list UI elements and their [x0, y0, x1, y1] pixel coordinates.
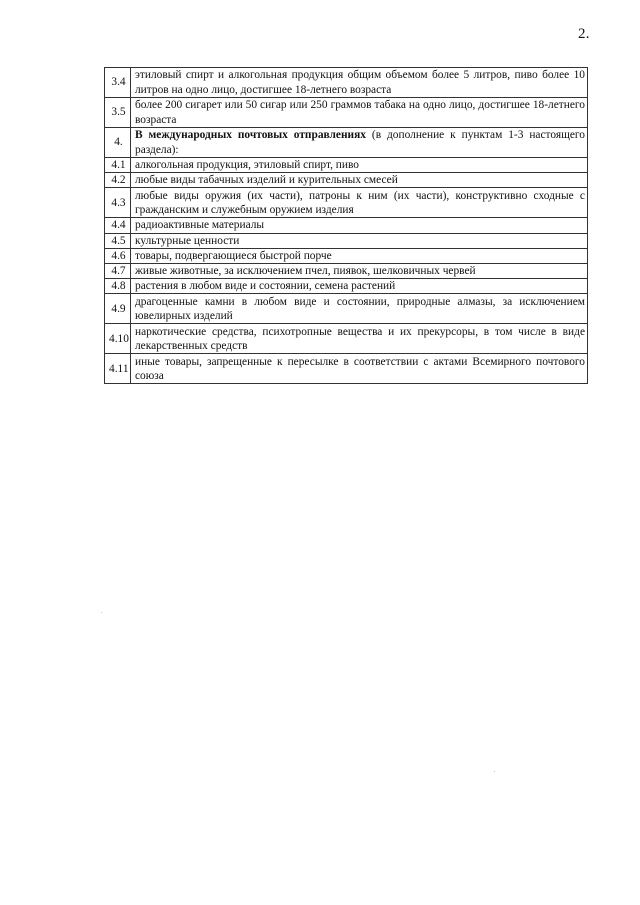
page-number: 2.: [578, 26, 590, 42]
table-row: [105, 279, 588, 294]
row-number: 4.4: [105, 218, 131, 233]
table-row: [105, 188, 588, 218]
row-text: более 200 сигарет или 50 сигар или 250 граммов табака на одно лицо, достигшее 18-летнего возраста: [131, 98, 588, 128]
row-text: этиловый спирт и алкогольная продукция общим объемом более 5 литров, пиво более 10 литров на одно лицо, достигшее 18-летнего возраста: [131, 68, 588, 98]
row-number: 3.5: [105, 98, 131, 128]
row-text: наркотические средства, психотропные вещества и их прекурсоры, в том числе в виде лекарственных средств: [131, 324, 588, 354]
row-text: любые виды табачных изделий и курительных смесей: [131, 173, 588, 188]
row-number: 4.7: [105, 264, 131, 279]
row-number: 4.9: [105, 294, 131, 324]
row-number: 4.3: [105, 188, 131, 218]
row-text: алкогольная продукция, этиловый спирт, пиво: [131, 158, 588, 173]
row-number: 4.8: [105, 279, 131, 294]
table-row: [105, 173, 588, 188]
section-heading: В международных почтовых отправлениях: [135, 129, 366, 142]
section-heading-note: (в дополнение к пунктам 1-3 настоящего раздела):: [135, 129, 585, 156]
row-number: 4.5: [105, 233, 131, 248]
row-text: живые животные, за исключением пчел, пиявок, шелковичных червей: [131, 264, 588, 279]
table-row: [105, 98, 588, 128]
table-row: [105, 294, 588, 324]
table-row: [105, 68, 588, 98]
row-number: 4.: [105, 128, 131, 158]
prohibited-items-table: [104, 67, 588, 384]
row-number: 4.2: [105, 173, 131, 188]
row-text: драгоценные камни в любом виде и состоянии, природные алмазы, за исключением ювелирных изделий: [131, 294, 588, 324]
table-row: [105, 128, 588, 158]
row-text: радиоактивные материалы: [131, 218, 588, 233]
row-text: товары, подвергающиеся быстрой порче: [131, 248, 588, 263]
table-row: [105, 248, 588, 263]
row-number: 4.10: [105, 324, 131, 354]
table-row: [105, 158, 588, 173]
row-number: 4.1: [105, 158, 131, 173]
row-text: растения в любом виде и состоянии, семена растений: [131, 279, 588, 294]
table-row: [105, 354, 588, 384]
row-text: любые виды оружия (их части), патроны к ним (их части), конструктивно сходные с гражданским и служебным оружием изделия: [131, 188, 588, 218]
row-text: иные товары, запрещенные к пересылке в соответствии с актами Всемирного почтового союза: [131, 354, 588, 384]
table-row: [105, 264, 588, 279]
row-text: культурные ценности: [131, 233, 588, 248]
table-row: [105, 218, 588, 233]
row-number: 4.6: [105, 248, 131, 263]
table-row: [105, 324, 588, 354]
scan-speck: [494, 771, 495, 772]
row-text: [131, 128, 588, 158]
table-row: [105, 233, 588, 248]
row-number: 4.11: [105, 354, 131, 384]
scan-speck: [101, 612, 102, 613]
row-number: 3.4: [105, 68, 131, 98]
